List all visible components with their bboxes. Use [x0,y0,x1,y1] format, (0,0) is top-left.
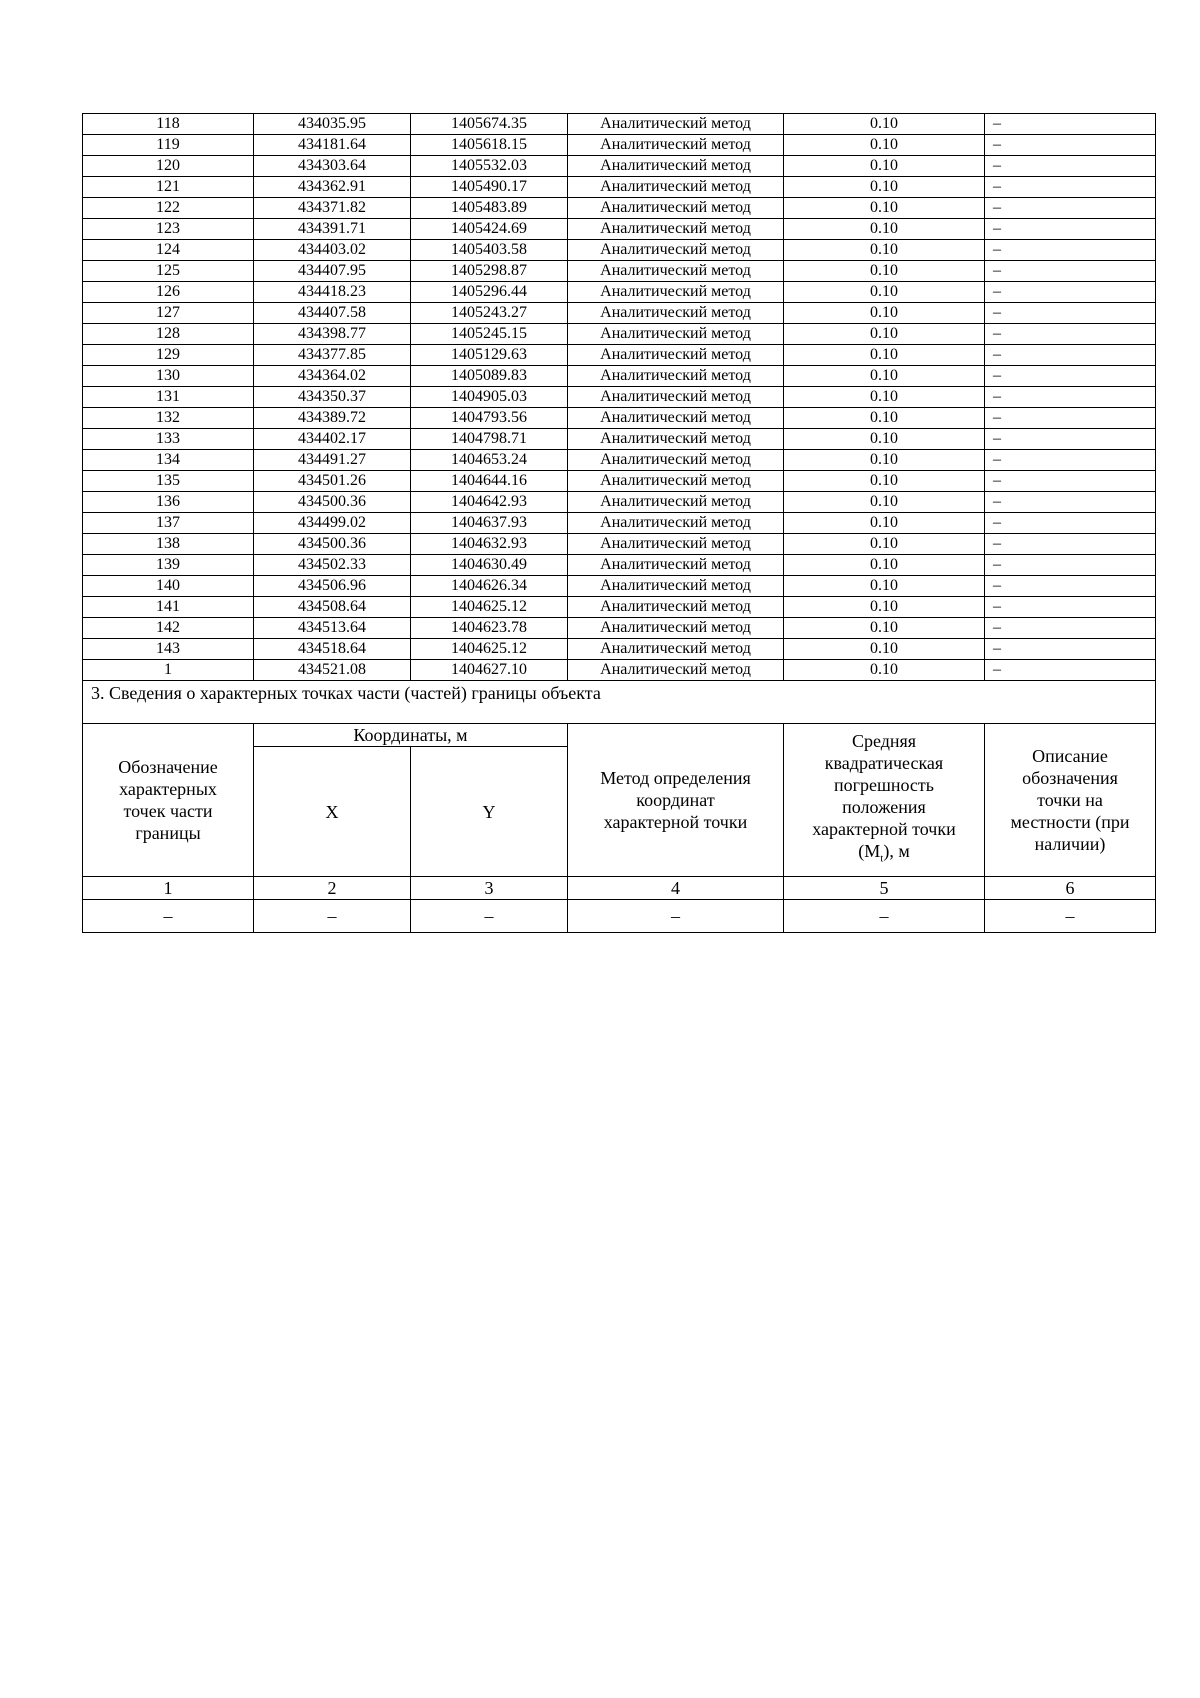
cell-x: 434499.02 [254,513,411,534]
cell-y: 1405483.89 [411,198,568,219]
cell-point-number: 119 [83,135,254,156]
cell-x: 434521.08 [254,660,411,681]
cell-point-number: 132 [83,408,254,429]
cell-y: 1404798.71 [411,429,568,450]
cell-description: – [985,450,1156,471]
cell-x: 434501.26 [254,471,411,492]
cell-description: – [985,114,1156,135]
cell-method: Аналитический метод [568,135,784,156]
cell-method: Аналитический метод [568,576,784,597]
cell-y: 1404630.49 [411,555,568,576]
table-row [83,555,1156,576]
cell-description: – [985,366,1156,387]
cell-y: 1405089.83 [411,366,568,387]
cell-point-number: 127 [83,303,254,324]
cell-y: 1405424.69 [411,219,568,240]
table-row [83,408,1156,429]
cell-y: 1405532.03 [411,156,568,177]
cell-description: – [985,534,1156,555]
cell-point-number: 129 [83,345,254,366]
cell-x: 434403.02 [254,240,411,261]
column-number: 3 [411,877,568,900]
cell-x: 434377.85 [254,345,411,366]
empty-cell: – [83,900,254,933]
cell-method: Аналитический метод [568,240,784,261]
table-row [83,240,1156,261]
cell-method: Аналитический метод [568,282,784,303]
cell-description: – [985,513,1156,534]
cell-method: Аналитический метод [568,471,784,492]
cell-method: Аналитический метод [568,177,784,198]
table-row [83,177,1156,198]
cell-method: Аналитический метод [568,114,784,135]
cell-method: Аналитический метод [568,261,784,282]
cell-x: 434350.37 [254,387,411,408]
cell-y: 1404632.93 [411,534,568,555]
cell-description: – [985,429,1156,450]
cell-y: 1404905.03 [411,387,568,408]
cell-method: Аналитический метод [568,429,784,450]
cell-error: 0.10 [784,261,985,282]
empty-cell: – [985,900,1156,933]
points-rows [83,114,1156,681]
cell-point-number: 131 [83,387,254,408]
cell-point-number: 133 [83,429,254,450]
cell-error: 0.10 [784,303,985,324]
column-number: 1 [83,877,254,900]
cell-method: Аналитический метод [568,450,784,471]
cell-x: 434418.23 [254,282,411,303]
cell-method: Аналитический метод [568,555,784,576]
cell-x: 434500.36 [254,492,411,513]
cell-method: Аналитический метод [568,492,784,513]
cell-point-number: 120 [83,156,254,177]
cell-point-number: 118 [83,114,254,135]
header-error-text: Средняя квадратическая погрешность положения характерной точки (M [812,731,956,862]
cell-description: – [985,303,1156,324]
cell-error: 0.10 [784,135,985,156]
table-row [83,660,1156,681]
cell-description: – [985,240,1156,261]
cell-point-number: 137 [83,513,254,534]
cell-y: 1405243.27 [411,303,568,324]
column-number: 4 [568,877,784,900]
cell-x: 434506.96 [254,576,411,597]
cell-error: 0.10 [784,618,985,639]
header-error-subscript: t [880,852,884,865]
empty-data-row [83,900,1156,933]
cell-x: 434502.33 [254,555,411,576]
cell-x: 434035.95 [254,114,411,135]
header-error [784,724,985,877]
table-row [83,135,1156,156]
cell-method: Аналитический метод [568,597,784,618]
cell-y: 1405403.58 [411,240,568,261]
cell-point-number: 135 [83,471,254,492]
header-coordinates: Координаты, м [254,724,568,747]
section3-title-row [83,681,1156,724]
cell-error: 0.10 [784,324,985,345]
table-row [83,576,1156,597]
table-row [83,303,1156,324]
cell-x: 434362.91 [254,177,411,198]
cell-x: 434391.71 [254,219,411,240]
cell-description: – [985,198,1156,219]
cell-description: – [985,282,1156,303]
cell-error: 0.10 [784,534,985,555]
table-row [83,282,1156,303]
cell-y: 1405129.63 [411,345,568,366]
cell-error: 0.10 [784,366,985,387]
cell-error: 0.10 [784,114,985,135]
cell-y: 1404642.93 [411,492,568,513]
table-row [83,219,1156,240]
cell-description: – [985,492,1156,513]
cell-point-number: 130 [83,366,254,387]
cell-description: – [985,597,1156,618]
cell-error: 0.10 [784,387,985,408]
cell-y: 1405490.17 [411,177,568,198]
cell-x: 434389.72 [254,408,411,429]
cell-error: 0.10 [784,177,985,198]
table-row [83,261,1156,282]
cell-y: 1404644.16 [411,471,568,492]
cell-method: Аналитический метод [568,366,784,387]
section3-title: 3. Сведения о характерных точках части (частей) границы объекта [83,681,1156,724]
cell-x: 434518.64 [254,639,411,660]
cell-point-number: 143 [83,639,254,660]
cell-error: 0.10 [784,471,985,492]
cell-point-number: 142 [83,618,254,639]
cell-y: 1405674.35 [411,114,568,135]
cell-error: 0.10 [784,639,985,660]
cell-x: 434500.36 [254,534,411,555]
table-row [83,618,1156,639]
cell-point-number: 126 [83,282,254,303]
cell-y: 1404793.56 [411,408,568,429]
cell-method: Аналитический метод [568,324,784,345]
empty-cell: – [784,900,985,933]
column-number: 6 [985,877,1156,900]
cell-error: 0.10 [784,513,985,534]
header-method: Метод определения координат характерной точки [568,724,784,877]
cell-y: 1404623.78 [411,618,568,639]
cell-method: Аналитический метод [568,156,784,177]
cell-method: Аналитический метод [568,618,784,639]
cell-x: 434407.95 [254,261,411,282]
cell-x: 434491.27 [254,450,411,471]
section3-header-row-1 [83,724,1156,747]
cell-error: 0.10 [784,198,985,219]
cell-method: Аналитический метод [568,345,784,366]
cell-point-number: 140 [83,576,254,597]
cell-y: 1404627.10 [411,660,568,681]
empty-cell: – [411,900,568,933]
cell-description: – [985,639,1156,660]
column-number: 5 [784,877,985,900]
cell-method: Аналитический метод [568,513,784,534]
cell-x: 434303.64 [254,156,411,177]
header-point-designation: Обозначение характерных точек части границы [83,724,254,877]
table-row [83,513,1156,534]
cell-description: – [985,576,1156,597]
cell-method: Аналитический метод [568,198,784,219]
cell-point-number: 121 [83,177,254,198]
cell-error: 0.10 [784,282,985,303]
section3-block [83,681,1156,933]
cell-error: 0.10 [784,576,985,597]
header-error-unit: ), м [883,841,910,862]
cell-x: 434181.64 [254,135,411,156]
header-y: Y [411,747,568,877]
table-row [83,492,1156,513]
cell-y: 1405618.15 [411,135,568,156]
cell-point-number: 134 [83,450,254,471]
cell-point-number: 136 [83,492,254,513]
table-row [83,324,1156,345]
cell-method: Аналитический метод [568,408,784,429]
cell-error: 0.10 [784,429,985,450]
cell-error: 0.10 [784,597,985,618]
column-number: 2 [254,877,411,900]
header-description: Описание обозначения точки на местности (при наличии) [985,724,1156,877]
cell-error: 0.10 [784,156,985,177]
cell-y: 1404637.93 [411,513,568,534]
cell-x: 434364.02 [254,366,411,387]
cell-point-number: 139 [83,555,254,576]
cell-point-number: 141 [83,597,254,618]
cell-x: 434371.82 [254,198,411,219]
cell-x: 434402.17 [254,429,411,450]
table-row [83,471,1156,492]
cell-method: Аналитический метод [568,387,784,408]
table-row [83,429,1156,450]
cell-y: 1404625.12 [411,597,568,618]
cell-error: 0.10 [784,345,985,366]
boundary-points-table [82,113,1156,933]
cell-description: – [985,177,1156,198]
cell-error: 0.10 [784,408,985,429]
column-numbers-row [83,877,1156,900]
cell-error: 0.10 [784,450,985,471]
cell-y: 1405245.15 [411,324,568,345]
cell-point-number: 124 [83,240,254,261]
cell-y: 1405296.44 [411,282,568,303]
cell-description: – [985,471,1156,492]
table-row [83,534,1156,555]
table-row [83,114,1156,135]
empty-cell: – [254,900,411,933]
cell-y: 1404625.12 [411,639,568,660]
cell-error: 0.10 [784,555,985,576]
cell-description: – [985,135,1156,156]
table-row [83,387,1156,408]
cell-description: – [985,156,1156,177]
table-row [83,366,1156,387]
table-row [83,639,1156,660]
cell-description: – [985,660,1156,681]
cell-method: Аналитический метод [568,534,784,555]
cell-x: 434407.58 [254,303,411,324]
cell-method: Аналитический метод [568,639,784,660]
cell-point-number: 123 [83,219,254,240]
cell-x: 434513.64 [254,618,411,639]
cell-x: 434398.77 [254,324,411,345]
cell-description: – [985,555,1156,576]
table-row [83,345,1156,366]
cell-x: 434508.64 [254,597,411,618]
cell-point-number: 122 [83,198,254,219]
cell-point-number: 1 [83,660,254,681]
cell-error: 0.10 [784,219,985,240]
table-row [83,156,1156,177]
cell-description: – [985,408,1156,429]
cell-y: 1405298.87 [411,261,568,282]
cell-description: – [985,219,1156,240]
cell-error: 0.10 [784,660,985,681]
cell-point-number: 138 [83,534,254,555]
cell-method: Аналитический метод [568,219,784,240]
cell-point-number: 125 [83,261,254,282]
cell-error: 0.10 [784,492,985,513]
cell-description: – [985,387,1156,408]
cell-description: – [985,345,1156,366]
table-row [83,198,1156,219]
table-row [83,597,1156,618]
cell-method: Аналитический метод [568,303,784,324]
cell-y: 1404626.34 [411,576,568,597]
cell-description: – [985,324,1156,345]
empty-cell: – [568,900,784,933]
table-row [83,450,1156,471]
cell-description: – [985,261,1156,282]
header-x: X [254,747,411,877]
cell-method: Аналитический метод [568,660,784,681]
cell-description: – [985,618,1156,639]
cell-y: 1404653.24 [411,450,568,471]
cell-error: 0.10 [784,240,985,261]
cell-point-number: 128 [83,324,254,345]
